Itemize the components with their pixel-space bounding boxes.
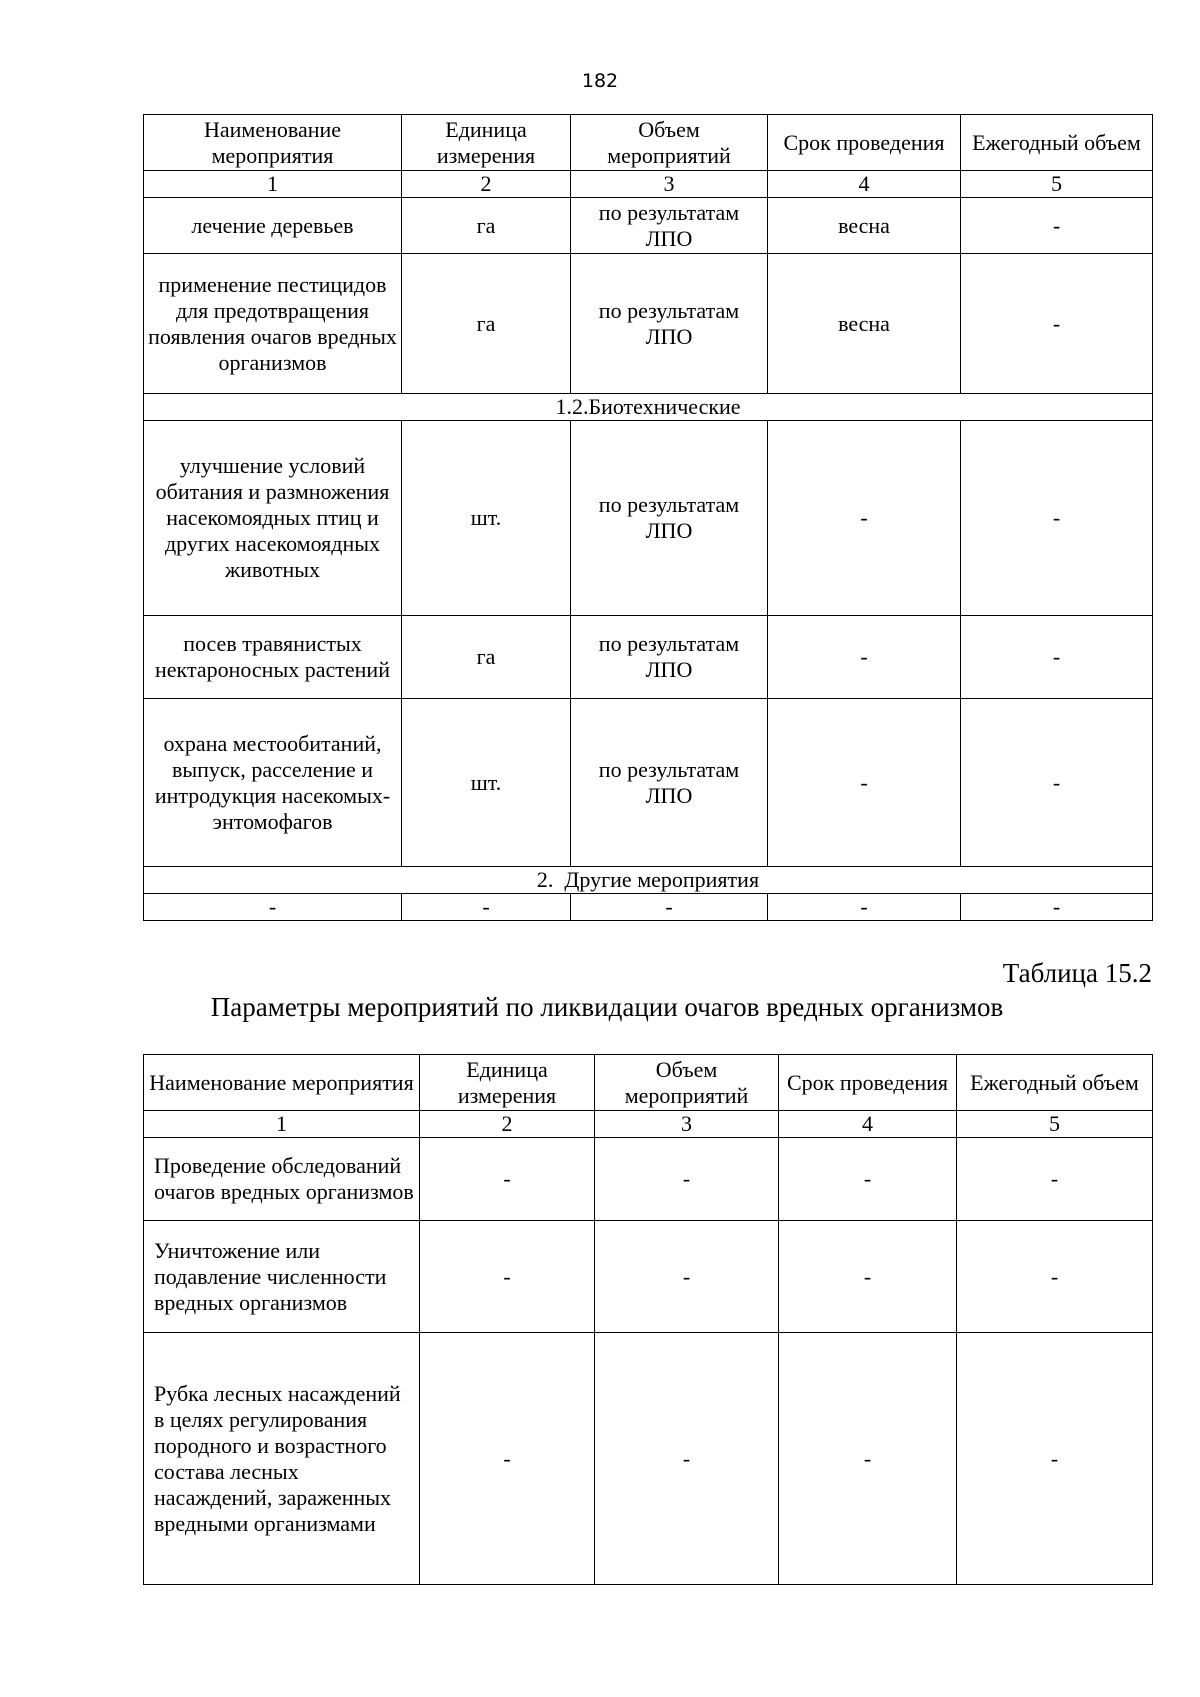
column-number: 4 [768,171,961,198]
column-number: 4 [779,1111,957,1138]
column-number: 2 [402,171,571,198]
table-number-caption: Таблица 15.2 [1002,958,1152,988]
annual-volume-cell: - [957,1221,1153,1333]
unit-cell: га [402,254,571,394]
header-cell: Наименование мероприятия [144,1055,420,1111]
annual-volume-cell: - [957,1138,1153,1221]
column-number: 1 [144,1111,420,1138]
timing-cell: - [779,1138,957,1221]
annual-volume-cell: - [961,254,1153,394]
column-number: 5 [957,1111,1153,1138]
table-row [144,421,1153,616]
table-header-row [144,115,1153,171]
unit-cell: га [402,198,571,254]
column-number: 3 [595,1111,779,1138]
header-cell: Наименование мероприятия [144,115,402,171]
column-number: 3 [571,171,768,198]
table-row [144,699,1153,867]
section-row [144,867,1153,894]
page-number: 182 [581,70,619,92]
timing-cell: - [768,421,961,616]
measure-name: - [144,894,402,921]
table-row [144,1333,1153,1585]
table-row [144,894,1153,921]
volume-cell: по результатам ЛПО [571,254,768,394]
header-cell: Объем мероприятий [571,115,768,171]
annual-volume-cell: - [961,699,1153,867]
unit-cell: - [420,1333,595,1585]
table-row [144,616,1153,699]
volume-cell: по результатам ЛПО [571,699,768,867]
unit-cell: шт. [402,421,571,616]
column-number-row [144,1111,1153,1138]
measure-name: улучшение условий обитания и размножения насекомоядных птиц и других насекомоядных животных [144,421,402,616]
unit-cell: га [402,616,571,699]
annual-volume-cell: - [961,198,1153,254]
annual-volume-cell: - [957,1333,1153,1585]
volume-cell: по результатам ЛПО [571,421,768,616]
unit-cell: - [420,1221,595,1333]
table-header-row [144,1055,1153,1111]
volume-cell: - [595,1333,779,1585]
annual-volume-cell: - [961,616,1153,699]
unit-cell: шт. [402,699,571,867]
table-row [144,254,1153,394]
header-cell: Срок проведения [768,115,961,171]
table-title: Параметры мероприятий по ликвидации очагов вредных организмов [210,992,1004,1022]
timing-cell: - [768,699,961,867]
header-cell: Срок проведения [779,1055,957,1111]
section-heading: 1.2.Биотехнические [144,394,1153,421]
timing-cell: - [779,1333,957,1585]
header-cell: Объем мероприятий [595,1055,779,1111]
timing-cell: - [768,616,961,699]
timing-cell: весна [768,254,961,394]
measure-name: охрана местообитаний, выпуск, расселение и интродукция насекомых-энтомофагов [144,699,402,867]
annual-volume-cell: - [961,894,1153,921]
column-number: 2 [420,1111,595,1138]
annual-volume-cell: - [961,421,1153,616]
volume-cell: - [571,894,768,921]
volume-cell: - [595,1138,779,1221]
timing-cell: - [768,894,961,921]
measure-name: Проведение обследований очагов вредных организмов [144,1138,420,1221]
measures-table-1 [143,114,1153,921]
unit-cell: - [402,894,571,921]
measure-name: Уничтожение или подавление численности вредных организмов [144,1221,420,1333]
measure-name: лечение деревьев [144,198,402,254]
header-cell: Единица измерения [420,1055,595,1111]
section-heading: 2. Другие мероприятия [144,867,1153,894]
table-row [144,1138,1153,1221]
header-cell: Ежегодный объем [957,1055,1153,1111]
timing-cell: весна [768,198,961,254]
measures-table-2 [143,1054,1153,1585]
volume-cell: по результатам ЛПО [571,616,768,699]
measure-name: посев травянистых нектароносных растений [144,616,402,699]
table-row [144,198,1153,254]
measure-name: Рубка лесных насаждений в целях регулирования породного и возрастного состава лесных насаждений, зараженных вредными организмами [144,1333,420,1585]
column-number: 1 [144,171,402,198]
header-cell: Ежегодный объем [961,115,1153,171]
volume-cell: по результатам ЛПО [571,198,768,254]
timing-cell: - [779,1221,957,1333]
volume-cell: - [595,1221,779,1333]
header-cell: Единица измерения [402,115,571,171]
measure-name: применение пестицидов для предотвращения появления очагов вредных организмов [144,254,402,394]
section-row [144,394,1153,421]
unit-cell: - [420,1138,595,1221]
table-row [144,1221,1153,1333]
column-number: 5 [961,171,1153,198]
column-number-row [144,171,1153,198]
